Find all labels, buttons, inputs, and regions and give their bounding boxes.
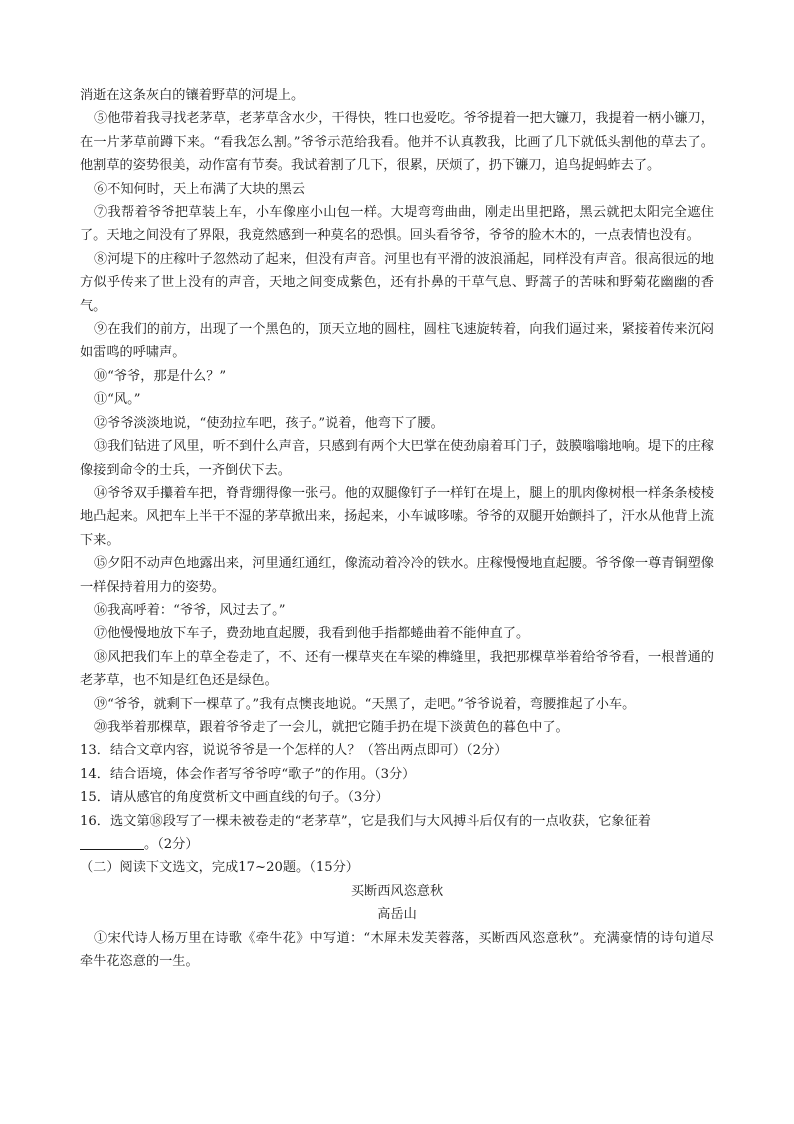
- paragraph: ⑪“风。”: [94, 392, 141, 408]
- answer-blank[interactable]: [80, 835, 144, 850]
- question-13: 13．结合文章内容，说说爷爷是一个怎样的人？（答出两点即可）（2分）: [80, 743, 508, 759]
- article-title: 买断西风恣意秋: [350, 883, 444, 899]
- paragraph: ⑨在我们的前方，出现了一个黑色的，顶天立地的圆柱，圆柱飞速旋转着，向我们逼过来，紧接着传来沉闷如雷鸣的呼啸声。: [80, 322, 714, 361]
- paragraph: ⑤他带着我寻找老茅草，老茅草含水少，干得快，牲口也爱吃。爷爷提着一把大镰刀，我提着一柄小镰刀，在一片茅草前蹲下来。“看我怎么割。”爷爷示范给我看。他并不认真教我，比画了几下就低头割他的草去了。他割草的姿势很美，动作富有节奏。我试着割了几下，很累，厌烦了，扔下镰刀，追鸟捉蚂蚱去了。: [80, 111, 714, 174]
- paragraph: ⑮夕阳不动声色地露出来，河里通红通红，像流动着冷冷的铁水。庄稼慢慢地直起腰。爷爷像一尊青铜塑像一样保持着用力的姿势。: [80, 556, 714, 595]
- question-14: 14．结合语境，体会作者写爷爷哼“歌子”的作用。（3分）: [80, 766, 416, 782]
- paragraph: ⑲“爷爷，就剩下一棵草了。”我有点懊丧地说。“天黑了，走吧。”爷爷说着，弯腰推起了小车。: [94, 696, 636, 712]
- paragraph: ⑯我高呼着：“爷爷，风过去了。”: [94, 602, 286, 618]
- paragraph: ⑫爷爷淡淡地说，“使劲拉车吧，孩子。”说着，他弯下了腰。: [94, 415, 444, 431]
- article-paragraph: ①宋代诗人杨万里在诗歌《牵牛花》中写道：“木犀未发芙蓉落，买断西风恣意秋”。充满豪情的诗句道尽牵牛花恣意的一生。: [80, 930, 714, 970]
- question-16-score: 。（2分）: [144, 837, 199, 852]
- paragraph: 消逝在这条灰白的镶着野草的河堤上。: [80, 88, 305, 103]
- paragraph: ⑩“爷爷，那是什么？”: [94, 368, 227, 384]
- question-16-text: 16．选文第⑱段写了一棵未被卷走的“老茅草”，它是我们与大风搏斗后仅有的一点收获，它象征着: [80, 813, 651, 829]
- story-text: [80, 84, 714, 739]
- paragraph: ⑳我举着那棵草，跟着爷爷走了一会儿，就把它随手扔在堤下淡黄色的暮色中了。: [94, 719, 569, 735]
- paragraph: ⑥不知何时，天上布满了大块的黑云: [94, 181, 305, 197]
- question-15: 15．请从感官的角度赏析文中画直线的句子。（3分）: [80, 790, 389, 806]
- paragraph: ⑰他慢慢地放下车子，费劲地直起腰，我看到他手指都蜷曲着不能伸直了。: [94, 626, 530, 642]
- article-author: 高岳山: [377, 907, 417, 923]
- paragraph: ⑧河堤下的庄稼叶子忽然动了起来，但没有声音。河里也有平滑的波浪涌起，同样没有声音。很高很远的地方似乎传来了世上没有的声音，天地之间变成紫色，还有扑鼻的干草气息、野蒿子的苦味和野菊花幽幽的香气。: [80, 251, 714, 314]
- paragraph: ⑱风把我们车上的草全卷走了，不、还有一棵草夹在车梁的榫缝里，我把那棵草举着给爷爷看，一根普通的老茅草，也不知是红色还是绿色。: [80, 649, 714, 689]
- paragraph: ⑭爷爷双手攥着车把，脊背绷得像一张弓。他的双腿像钉子一样钉在堤上，腿上的肌肉像树根一样条条棱棱地凸起来。风把车上半干不湿的茅草掀出来，扬起来，小车诚哆嗦。爷爷的双腿开始颤抖了，汗水从他背上流下来。: [80, 485, 714, 548]
- section-heading: （二）阅读下文选文，完成17~20题。（15分）: [80, 860, 359, 876]
- question-list: [80, 739, 714, 856]
- question-16: [80, 810, 714, 857]
- paragraph: ⑦我帮着爷爷把草装上车，小车像座小山包一样。大堤弯弯曲曲，刚走出里把路，黑云就把太阳完全遮住了。天地之间没有了界限，我竟然感到一种莫名的恐惧。回头看爷爷，爷爷的脸木木的，一点表情也没有。: [80, 205, 714, 244]
- paragraph: ⑬我们钻进了风里，听不到什么声音，只感到有两个大巴掌在使劲扇着耳门子，鼓膜嗡嗡地响。堤下的庄稼像接到命令的士兵，一齐倒伏下去。: [80, 439, 714, 478]
